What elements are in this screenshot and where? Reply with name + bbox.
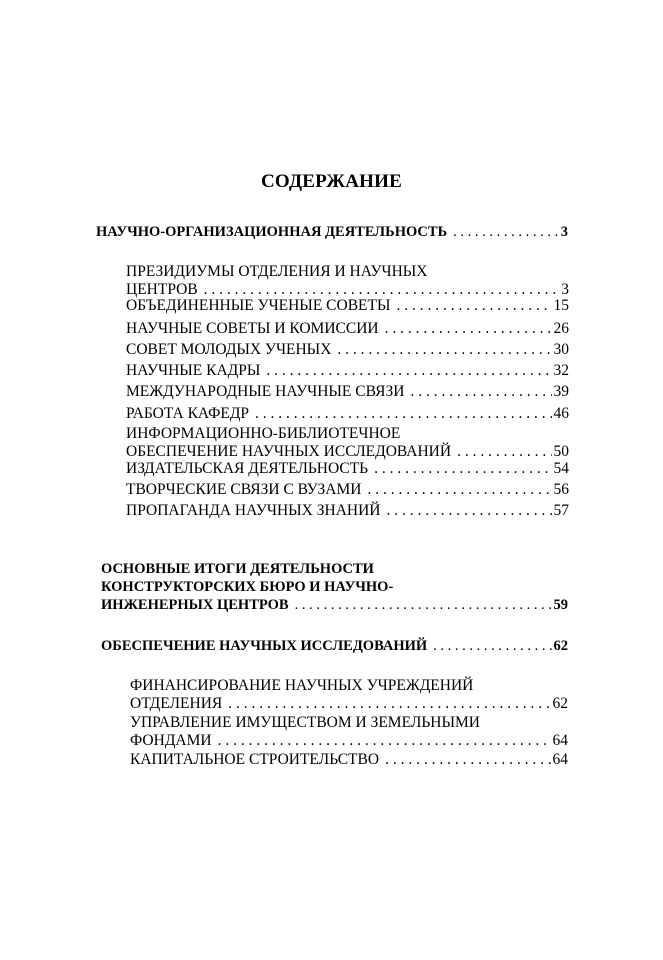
toc-item bbox=[130, 714, 568, 750]
toc-item bbox=[130, 751, 568, 769]
toc-item-title: ОТДЕЛЕНИЯ bbox=[130, 695, 223, 712]
toc-page-number: 62 bbox=[552, 695, 568, 712]
toc-item bbox=[130, 677, 568, 713]
toc-item-title: РАБОТА КАФЕДР bbox=[126, 405, 250, 422]
leader-dots bbox=[228, 695, 550, 713]
leader-dots bbox=[385, 751, 550, 769]
toc-item bbox=[126, 362, 569, 380]
toc-page-number: 32 bbox=[553, 362, 569, 379]
leader-dots bbox=[255, 405, 551, 423]
leader-dots bbox=[374, 460, 551, 478]
leader-dots bbox=[457, 443, 551, 461]
leader-dots bbox=[266, 362, 551, 380]
page-title: СОДЕРЖАНИЕ bbox=[261, 171, 402, 192]
toc-page-number: 3 bbox=[561, 281, 569, 298]
toc-item bbox=[126, 405, 569, 423]
toc-item bbox=[126, 460, 569, 478]
toc-page-number: 15 bbox=[553, 297, 569, 314]
toc-section-design-bureaus bbox=[101, 560, 568, 614]
toc-page-number: 64 bbox=[552, 732, 568, 749]
toc-item-title: ТВОРЧЕСКИЕ СВЯЗИ С ВУЗАМИ bbox=[126, 481, 362, 498]
toc-section-scientific-organizational bbox=[96, 223, 568, 241]
toc-page-number: 57 bbox=[553, 502, 569, 519]
toc-item-title: ФОНДАМИ bbox=[130, 732, 212, 749]
toc-item-title: УПРАВЛЕНИЕ ИМУЩЕСТВОМ И ЗЕМЕЛЬНЫМИ bbox=[130, 714, 480, 731]
toc-item-title: ИНФОРМАЦИОННО-БИБЛИОТЕЧНОЕ bbox=[126, 425, 401, 442]
toc-item-title: ОБЪЕДИНЕННЫЕ УЧЕНЫЕ СОВЕТЫ bbox=[126, 297, 391, 314]
toc-item-title: ИЗДАТЕЛЬСКАЯ ДЕЯТЕЛЬНОСТЬ bbox=[126, 460, 369, 477]
toc-item bbox=[126, 341, 569, 359]
toc-page-number: 50 bbox=[553, 443, 569, 460]
leader-dots bbox=[218, 732, 551, 750]
toc-item bbox=[126, 297, 569, 315]
toc-item-title: СОВЕТ МОЛОДЫХ УЧЕНЫХ bbox=[126, 341, 332, 358]
toc-page-number: 39 bbox=[553, 383, 569, 400]
toc-page-number: 64 bbox=[552, 751, 568, 768]
leader-dots bbox=[295, 596, 552, 614]
toc-item bbox=[126, 320, 569, 338]
toc-item-title: ПРОПАГАНДА НАУЧНЫХ ЗНАНИЙ bbox=[126, 502, 381, 519]
leader-dots bbox=[385, 320, 552, 338]
toc-section-title: КОНСТРУКТОРСКИХ БЮРО И НАУЧНО- bbox=[101, 579, 394, 595]
toc-item-title: НАУЧНЫЕ СОВЕТЫ И КОМИССИИ bbox=[126, 320, 379, 337]
toc-item-title: МЕЖДУНАРОДНЫЕ НАУЧНЫЕ СВЯЗИ bbox=[126, 383, 405, 400]
toc-item bbox=[126, 425, 569, 461]
toc-item bbox=[126, 481, 569, 499]
toc-item-title: ЦЕНТРОВ bbox=[126, 281, 198, 298]
toc-section-title: ИНЖЕНЕРНЫХ ЦЕНТРОВ bbox=[101, 597, 289, 613]
leader-dots bbox=[337, 341, 551, 359]
toc-item-title: КАПИТАЛЬНОЕ СТРОИТЕЛЬСТВО bbox=[130, 751, 380, 768]
toc-page-number: 62 bbox=[553, 638, 568, 654]
toc-page-number: 30 bbox=[553, 341, 569, 358]
toc-section-title: ОСНОВНЫЕ ИТОГИ ДЕЯТЕЛЬНОСТИ bbox=[101, 561, 374, 577]
toc-page-number: 59 bbox=[553, 597, 568, 613]
toc-item-title: ОБЕСПЕЧЕНИЕ НАУЧНЫХ ИССЛЕДОВАНИЙ bbox=[126, 443, 452, 460]
leader-dots bbox=[386, 502, 551, 520]
toc-section-title: ОБЕСПЕЧЕНИЕ НАУЧНЫХ ИССЛЕДОВАНИЙ bbox=[101, 638, 428, 654]
toc-item-title: ПРЕЗИДИУМЫ ОТДЕЛЕНИЯ И НАУЧНЫХ bbox=[126, 263, 428, 280]
toc-page-number: 46 bbox=[553, 405, 569, 422]
toc-item bbox=[126, 263, 569, 299]
toc-page-number: 26 bbox=[553, 320, 569, 337]
toc-page-number: 54 bbox=[553, 460, 569, 477]
toc-item bbox=[126, 383, 569, 401]
toc-item-title: НАУЧНЫЕ КАДРЫ bbox=[126, 362, 261, 379]
toc-page-number: 3 bbox=[560, 224, 568, 240]
leader-dots bbox=[410, 383, 551, 401]
toc-section-research-support bbox=[101, 637, 568, 655]
toc-item-title: ФИНАНСИРОВАНИЕ НАУЧНЫХ УЧРЕЖДЕНИЙ bbox=[130, 677, 474, 694]
leader-dots bbox=[433, 637, 551, 655]
leader-dots bbox=[453, 223, 559, 241]
toc-item bbox=[126, 502, 569, 520]
toc-page-number: 56 bbox=[553, 481, 569, 498]
leader-dots bbox=[367, 481, 551, 499]
toc-section-title: НАУЧНО-ОРГАНИЗАЦИОННАЯ ДЕЯТЕЛЬНОСТЬ bbox=[96, 224, 448, 240]
leader-dots bbox=[396, 297, 551, 315]
